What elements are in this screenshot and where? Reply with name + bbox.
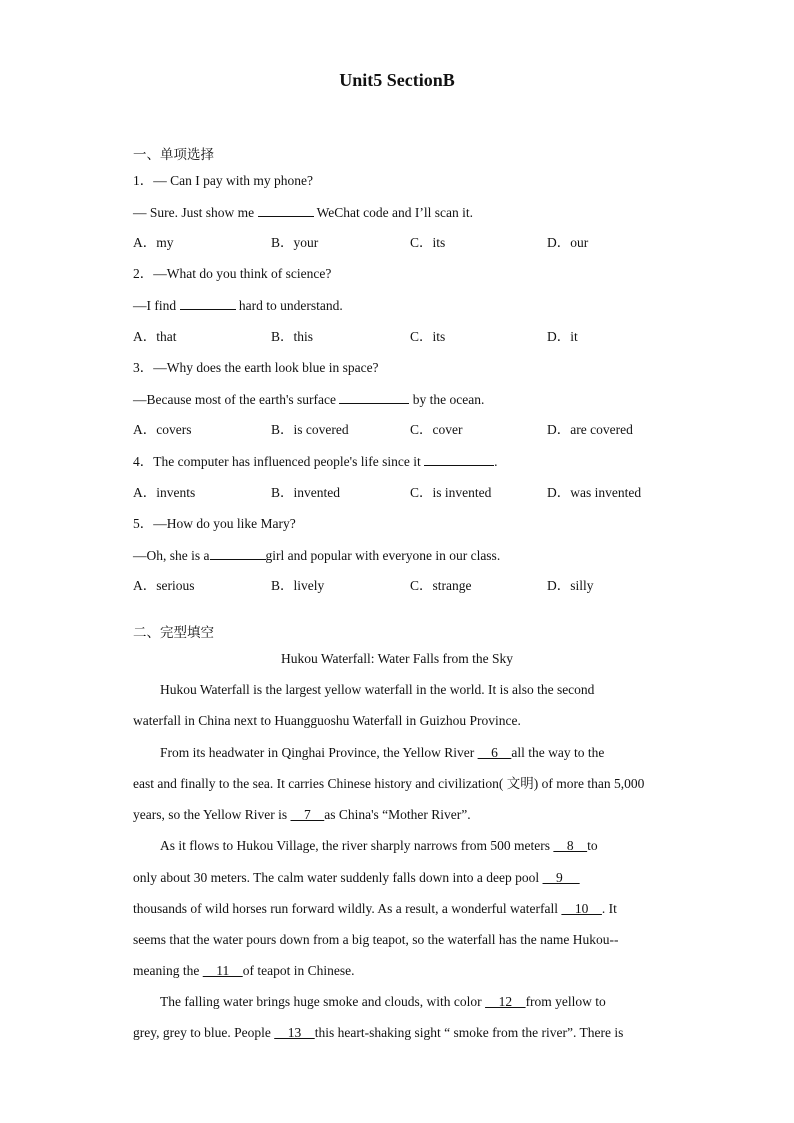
question-5-prompt: 5．—How do you like Mary? (133, 516, 296, 531)
passage-title: Hukou Waterfall: Water Falls from the Sky (280, 651, 514, 666)
answer-blank[interactable] (210, 546, 266, 560)
question-2-prompt: 2．—What do you think of science? (133, 266, 332, 281)
question-2-reply: —I find hard to understand. (133, 298, 343, 313)
cloze-blank-7[interactable]: 7 (290, 807, 325, 822)
option-b[interactable]: B．this (271, 329, 314, 344)
cloze-blank-6[interactable]: 6 (477, 745, 512, 760)
option-c[interactable]: C．its (410, 329, 446, 344)
question-5-reply: —Oh, she is a girl and popular with everyone in our class. (133, 548, 501, 563)
section-heading-cloze: 二、完型填空 (133, 625, 214, 641)
option-d[interactable]: D．was invented (547, 485, 642, 500)
answer-blank[interactable] (339, 390, 409, 404)
option-c[interactable]: C．strange (410, 578, 472, 593)
option-c[interactable]: C．its (410, 235, 446, 250)
option-d[interactable]: D．it (547, 329, 578, 344)
question-4-prompt: 4．The computer has influenced people's life since it . (133, 454, 498, 469)
option-a[interactable]: A．invents (133, 485, 196, 500)
passage-line: From its headwater in Qinghai Province, the Yellow River 6 all the way to the (160, 745, 605, 760)
question-1-prompt: 1．— Can I pay with my phone? (133, 173, 313, 188)
passage-line: only about 30 meters. The calm water suddenly falls down into a deep pool 9 (133, 870, 580, 885)
cloze-blank-10[interactable]: 10 (561, 901, 602, 916)
question-3-reply: —Because most of the earth's surface by the ocean. (133, 392, 485, 407)
option-b[interactable]: B．invented (271, 485, 340, 500)
option-a[interactable]: A．covers (133, 422, 192, 437)
passage-line: waterfall in China next to Huangguoshu Waterfall in Guizhou Province. (133, 713, 521, 728)
passage-line: east and finally to the sea. It carries Chinese history and civilization( 文明) of more than 5,000 (133, 776, 645, 791)
option-d[interactable]: D．our (547, 235, 589, 250)
option-c[interactable]: C．cover (410, 422, 463, 437)
answer-blank[interactable] (258, 203, 314, 217)
option-d[interactable]: D．silly (547, 578, 594, 593)
option-b[interactable]: B．your (271, 235, 319, 250)
option-b[interactable]: B．lively (271, 578, 325, 593)
option-a[interactable]: A．serious (133, 578, 195, 593)
cloze-blank-8[interactable]: 8 (553, 838, 588, 853)
passage-line: seems that the water pours down from a big teapot, so the waterfall has the name Hukou-- (133, 932, 619, 947)
section-heading-multiple-choice: 一、单项选择 (133, 147, 214, 163)
document-title: Unit5 SectionB (339, 70, 455, 90)
answer-blank[interactable] (180, 296, 236, 310)
passage-line: years, so the Yellow River is 7 as China's “Mother River”. (133, 807, 471, 822)
option-a[interactable]: A．that (133, 329, 177, 344)
option-c[interactable]: C．is invented (410, 485, 492, 500)
passage-line: grey, grey to blue. People 13 this heart-shaking sight “ smoke from the river”. There is (133, 1025, 624, 1040)
option-b[interactable]: B．is covered (271, 422, 349, 437)
passage-line: As it flows to Hukou Village, the river sharply narrows from 500 meters 8 to (160, 838, 598, 853)
cloze-blank-12[interactable]: 12 (485, 994, 526, 1009)
answer-blank[interactable] (424, 452, 494, 466)
passage-line: Hukou Waterfall is the largest yellow waterfall in the world. It is also the second (160, 682, 595, 697)
option-d[interactable]: D．are covered (547, 422, 633, 437)
cloze-blank-13[interactable]: 13 (274, 1025, 315, 1040)
passage-line: thousands of wild horses run forward wildly. As a result, a wonderful waterfall 10 . It (133, 901, 617, 916)
cloze-blank-11[interactable]: 11 (202, 963, 243, 978)
passage-line: The falling water brings huge smoke and clouds, with color 12 from yellow to (160, 994, 606, 1009)
passage-line: meaning the 11 of teapot in Chinese. (133, 963, 355, 978)
question-1-reply: — Sure. Just show me WeChat code and I’ll scan it. (133, 205, 473, 220)
option-a[interactable]: A．my (133, 235, 174, 250)
cloze-blank-9[interactable]: 9 (542, 870, 580, 885)
question-3-prompt: 3．—Why does the earth look blue in space? (133, 360, 379, 375)
